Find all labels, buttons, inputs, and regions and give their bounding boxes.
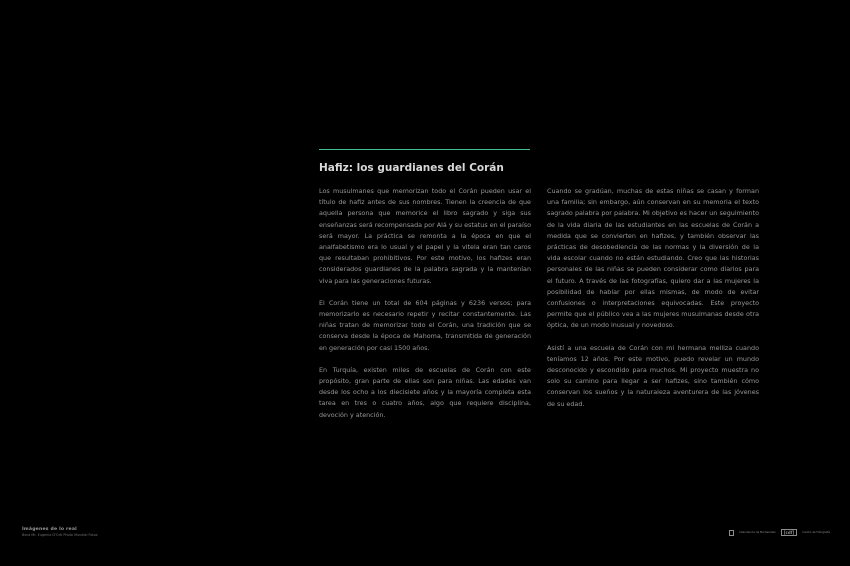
paragraph: El Corán tiene un total de 604 páginas y 6236 versos; para memorizarlo es necesario repetir y recitar constantemente. Las niñas tratan de memorizar todo el Corán, una tradición que se conserva desde la época de Mahoma, transmitida de generación en generación por casi 1500 años.: [319, 298, 531, 352]
paragraph: Asistí a una escuela de Corán con mi hermana melliza cuando teníamos 12 años. Por este motivo, puedo revelar un mundo desconocido y escondido para muchos. Mi proyecto muestra no solo su camino para llegar a ser hafizes, sino también cómo conservan los sueños y la naturaleza aventurera de las jóvenes de su edad.: [547, 343, 759, 408]
article-title: Hafiz: los guardianes del Corán: [319, 162, 504, 174]
footer-logos: [729, 529, 830, 536]
footer-publication: [22, 527, 98, 538]
intendencia-seal-icon: [729, 530, 734, 536]
title-accent-rule: [319, 149, 530, 150]
intendencia-logo-text: Intendencia de Montevideo: [739, 530, 776, 534]
paragraph: Los musulmanes que memorizan todo el Corán pueden usar el título de hafiz antes de sus nombres. Tienen la creencia de que aquella persona que memorice el libro sagrado y siga sus enseñanzas será recompensada por Alá y su estatus en el paraíso será mayor. La práctica se remonta a la época en que el analfabetismo era lo usual y el papel y la vitela eran tan caros que resultaban prohibitivos. Por este motivo, los hafizes eran considerados guardianes de la palabra sagrada y la mantenían viva para las generaciones futuras.: [319, 187, 531, 285]
footer-subtitle: Beca Mr. Eugenio D'Orti Photo Mundial Fotos: [22, 533, 98, 537]
paragraph: En Turquía, existen miles de escuelas de Corán con este propósito, gran parte de ellas son para niñas. Las edades van desde los ocho a los diecisiete años y la mayoría completa esta tarea en tres o cuatro años, algo que requiere disciplina, devoción y atención.: [319, 365, 531, 419]
article-column-right: [547, 186, 759, 421]
cdf-logo: [cdf]: [781, 529, 798, 536]
footer-title: Imágenes de lo real: [22, 527, 77, 532]
paragraph: Cuando se gradúan, muchas de estas niñas se casan y forman una familia; sin embargo, aún conservan en su memoria el texto sagrado palabra por palabra. Mi objetivo es hacer un seguimiento de la vida diaria de las estudiantes en las escuelas de Corán a medida que se convierten en hafizes, y también observar las prácticas de desobediencia de las normas y la diversión de la vida escolar cuando no están estudiando. Creo que las historias personales de las niñas se pueden considerar como diarios para el futuro. A través de las fotografías, quiero dar a las mujeres la posibilidad de hablar por ellas mismas, de modo de evitar confusiones o interpretaciones equivocadas. Este proyecto permite que el público vea a las mujeres musulmanas desde otra óptica, de un modo inusual y novedoso.: [547, 187, 759, 330]
article-column-left: [319, 186, 531, 432]
cdf-logo-text: Centro de Fotografía: [802, 530, 830, 534]
